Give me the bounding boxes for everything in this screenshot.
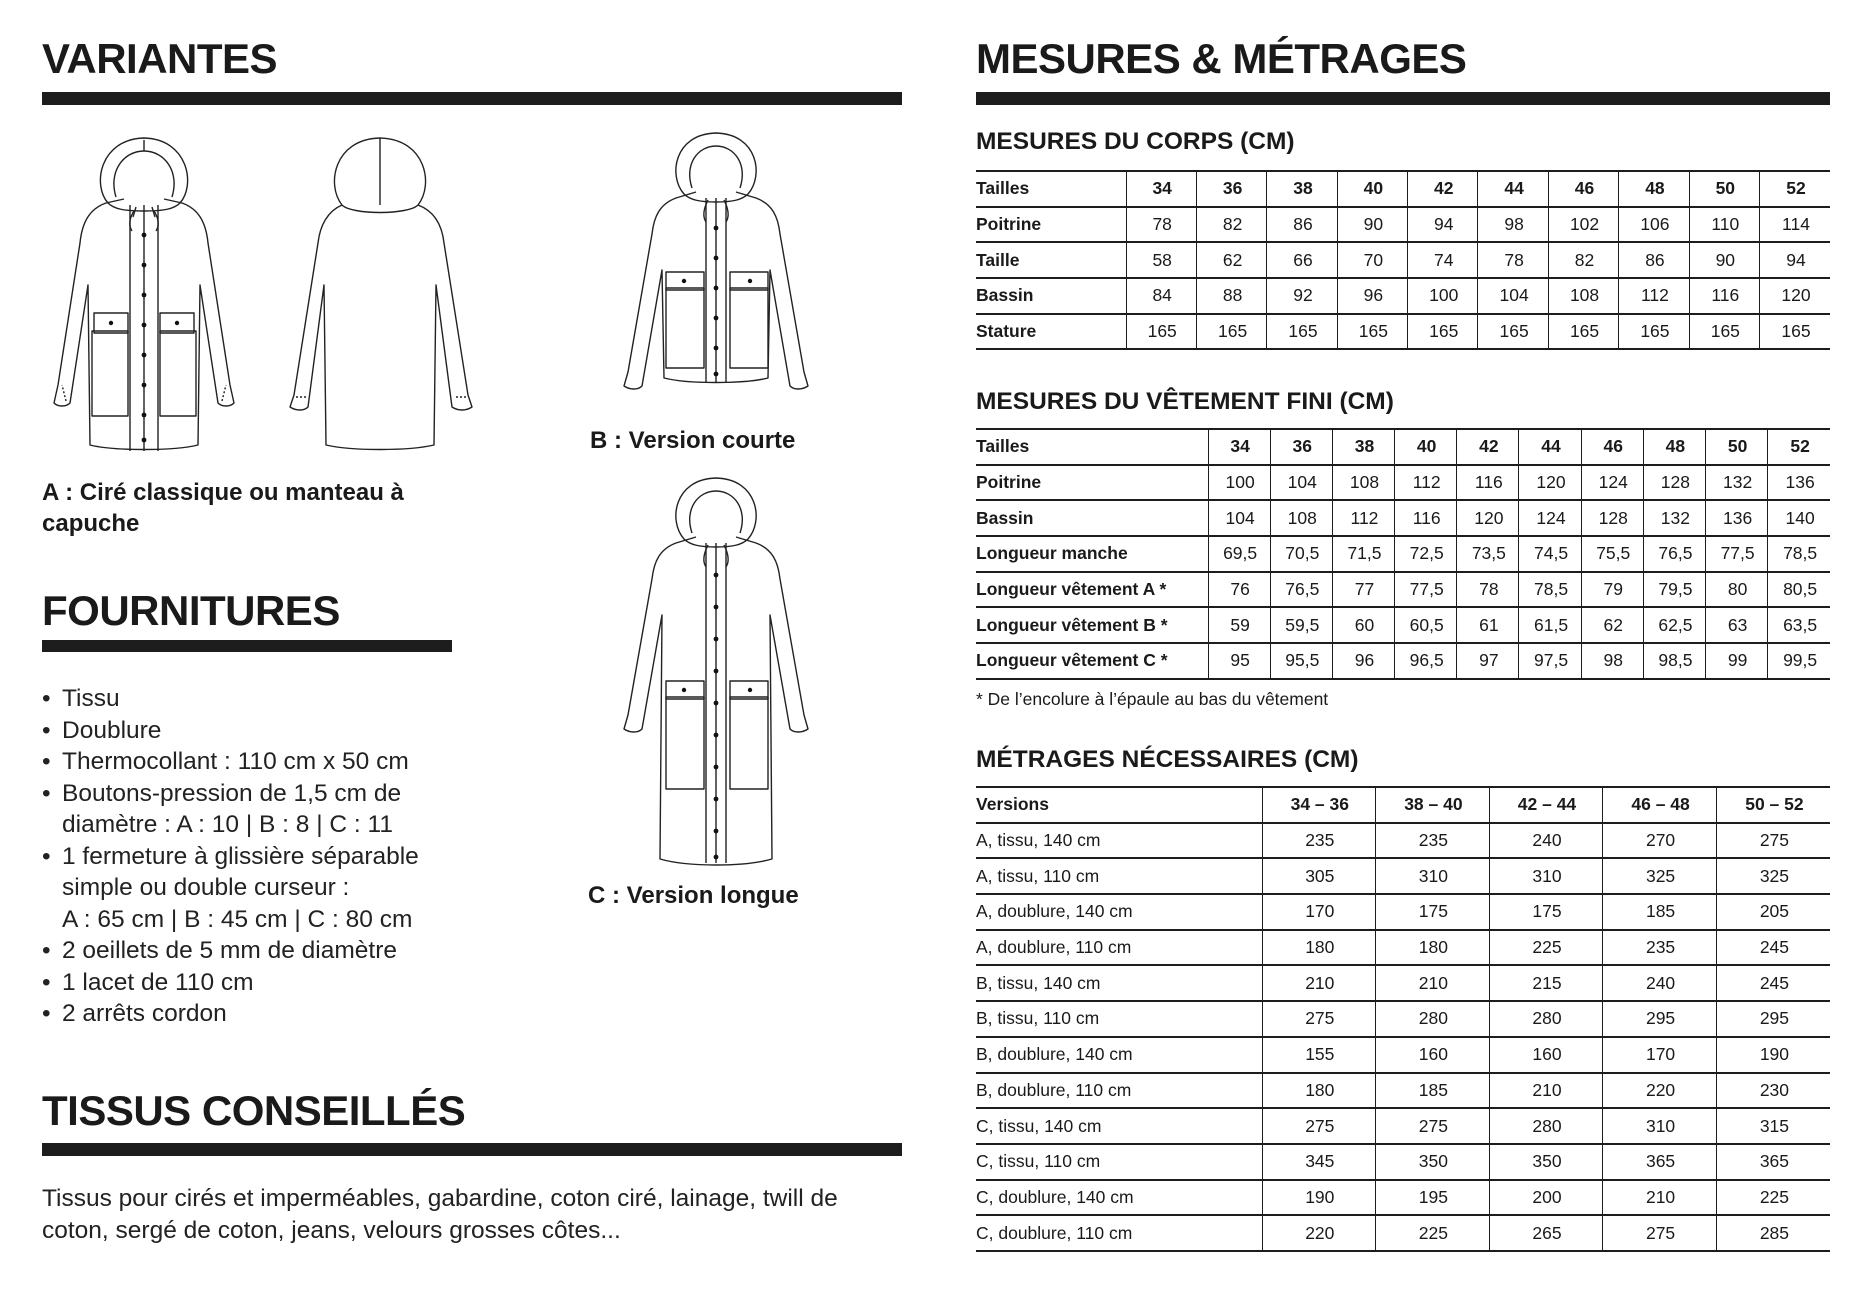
table-cell: 175 bbox=[1489, 894, 1603, 930]
header-cell: 48 bbox=[1619, 171, 1689, 207]
list-item: • 2 arrêts cordon bbox=[42, 998, 482, 1030]
table-cell: 275 bbox=[1262, 1108, 1376, 1144]
table-cell: 70,5 bbox=[1270, 536, 1332, 572]
header-cell: 34 bbox=[1126, 171, 1196, 207]
fournitures-divider bbox=[42, 640, 452, 652]
table-cell: 84 bbox=[1126, 278, 1196, 314]
header-cell: 42 bbox=[1408, 171, 1478, 207]
table-cell: 90 bbox=[1689, 242, 1759, 278]
table-cell: 350 bbox=[1376, 1144, 1490, 1180]
table-cell: 275 bbox=[1603, 1215, 1717, 1251]
table-cell: 75,5 bbox=[1581, 536, 1643, 572]
table-cell: 190 bbox=[1716, 1037, 1830, 1073]
table-row bbox=[976, 1037, 1830, 1073]
table-cell: 61,5 bbox=[1519, 607, 1581, 643]
table-cell: 80,5 bbox=[1768, 572, 1830, 608]
row-label: C, doublure, 140 cm bbox=[976, 1186, 1134, 1207]
table-cell: 128 bbox=[1643, 465, 1705, 501]
row-label: Longueur vêtement B * bbox=[976, 614, 1168, 635]
table-cell: 82 bbox=[1196, 207, 1266, 243]
row-label: B, doublure, 110 cm bbox=[976, 1079, 1132, 1100]
table-row bbox=[976, 607, 1830, 643]
row-label: B, doublure, 140 cm bbox=[976, 1044, 1133, 1065]
table-cell: 108 bbox=[1332, 465, 1394, 501]
table-cell: 94 bbox=[1408, 207, 1478, 243]
table-cell: 108 bbox=[1270, 500, 1332, 536]
table-cell: 77 bbox=[1332, 572, 1394, 608]
left-column bbox=[42, 0, 902, 1302]
table-row bbox=[976, 1180, 1830, 1216]
header-cell: 50 bbox=[1706, 429, 1768, 465]
tissus-text bbox=[42, 1183, 902, 1247]
table-row bbox=[976, 643, 1830, 679]
corps-table bbox=[976, 170, 1830, 350]
table-cell: 210 bbox=[1489, 1073, 1603, 1109]
table-row bbox=[976, 1108, 1830, 1144]
variantes-title: VARIANTES bbox=[42, 35, 278, 82]
table-cell: 94 bbox=[1760, 242, 1830, 278]
table-cell: 280 bbox=[1489, 1108, 1603, 1144]
table-cell: 280 bbox=[1376, 1001, 1490, 1037]
list-item: • Tissu bbox=[42, 683, 482, 715]
table-cell: 63,5 bbox=[1768, 607, 1830, 643]
table-cell: 128 bbox=[1581, 500, 1643, 536]
table-cell: 180 bbox=[1376, 930, 1490, 966]
table-cell: 78 bbox=[1457, 572, 1519, 608]
table-cell: 225 bbox=[1716, 1180, 1830, 1216]
table-cell: 108 bbox=[1548, 278, 1618, 314]
table-row bbox=[976, 207, 1830, 243]
header-cell: 38 bbox=[1332, 429, 1394, 465]
header-cell: 52 bbox=[1760, 171, 1830, 207]
table-cell: 58 bbox=[1126, 242, 1196, 278]
table-cell: 78,5 bbox=[1768, 536, 1830, 572]
table-cell: 73,5 bbox=[1457, 536, 1519, 572]
row-label: Bassin bbox=[976, 507, 1034, 528]
table-cell: 225 bbox=[1376, 1215, 1490, 1251]
table-cell: 365 bbox=[1603, 1144, 1717, 1180]
caption-version-a bbox=[42, 477, 482, 539]
table-cell: 120 bbox=[1519, 465, 1581, 501]
header-cell: 50 – 52 bbox=[1716, 787, 1830, 823]
table-row bbox=[976, 823, 1830, 859]
caption-version-c: C : Version longue bbox=[588, 882, 799, 909]
table-cell: 185 bbox=[1603, 894, 1717, 930]
row-label: B, tissu, 140 cm bbox=[976, 972, 1101, 993]
table-cell: 155 bbox=[1262, 1037, 1376, 1073]
table-cell: 210 bbox=[1376, 965, 1490, 1001]
table-cell: 235 bbox=[1603, 930, 1717, 966]
table-cell: 95 bbox=[1208, 643, 1270, 679]
table-cell: 170 bbox=[1603, 1037, 1717, 1073]
table-cell: 86 bbox=[1267, 207, 1337, 243]
table-cell: 230 bbox=[1716, 1073, 1830, 1109]
table-cell: 325 bbox=[1603, 858, 1717, 894]
row-label: Longueur vêtement A * bbox=[976, 579, 1167, 600]
row-label: C, tissu, 140 cm bbox=[976, 1115, 1102, 1136]
table-cell: 295 bbox=[1716, 1001, 1830, 1037]
header-cell: 40 bbox=[1395, 429, 1457, 465]
table-cell: 235 bbox=[1376, 823, 1490, 859]
table-cell: 96 bbox=[1337, 278, 1407, 314]
table-row bbox=[976, 314, 1830, 350]
table-cell: 78,5 bbox=[1519, 572, 1581, 608]
table-cell: 95,5 bbox=[1270, 643, 1332, 679]
table-cell: 116 bbox=[1457, 465, 1519, 501]
table-header-row bbox=[976, 429, 1830, 465]
row-label: A, tissu, 110 cm bbox=[976, 865, 1100, 886]
table-row bbox=[976, 930, 1830, 966]
table-cell: 305 bbox=[1262, 858, 1376, 894]
table-cell: 96,5 bbox=[1395, 643, 1457, 679]
metrages-title: MÉTRAGES NÉCESSAIRES (CM) bbox=[976, 746, 1359, 773]
coat-back-icon bbox=[282, 135, 482, 460]
table-cell: 112 bbox=[1395, 465, 1457, 501]
header-cell: 42 bbox=[1457, 429, 1519, 465]
table-cell: 140 bbox=[1768, 500, 1830, 536]
fini-footnote: * De l’encolure à l’épaule au bas du vêtement bbox=[976, 689, 1329, 709]
table-cell: 165 bbox=[1619, 314, 1689, 350]
coat-front-icon bbox=[44, 135, 259, 460]
list-item: • Doublure bbox=[42, 715, 482, 747]
table-cell: 325 bbox=[1716, 858, 1830, 894]
table-cell: 350 bbox=[1489, 1144, 1603, 1180]
table-cell: 240 bbox=[1603, 965, 1717, 1001]
table-cell: 185 bbox=[1376, 1073, 1490, 1109]
row-label: Stature bbox=[976, 321, 1037, 342]
table-cell: 60,5 bbox=[1395, 607, 1457, 643]
list-item: • 1 lacet de 110 cm bbox=[42, 967, 482, 999]
table-cell: 165 bbox=[1196, 314, 1266, 350]
list-item: • 2 oeillets de 5 mm de diamètre bbox=[42, 935, 482, 967]
row-label: Poitrine bbox=[976, 472, 1042, 493]
table-cell: 80 bbox=[1706, 572, 1768, 608]
table-cell: 112 bbox=[1619, 278, 1689, 314]
table-cell: 72,5 bbox=[1395, 536, 1457, 572]
header-cell: 46 – 48 bbox=[1603, 787, 1717, 823]
table-cell: 190 bbox=[1262, 1180, 1376, 1216]
table-cell: 220 bbox=[1603, 1073, 1717, 1109]
table-cell: 245 bbox=[1716, 965, 1830, 1001]
header-label: Versions bbox=[976, 794, 1049, 815]
header-cell: 44 bbox=[1519, 429, 1581, 465]
mesures-divider bbox=[976, 92, 1830, 105]
table-cell: 70 bbox=[1337, 242, 1407, 278]
table-cell: 265 bbox=[1489, 1215, 1603, 1251]
header-cell: 50 bbox=[1689, 171, 1759, 207]
header-cell: 46 bbox=[1548, 171, 1618, 207]
table-cell: 92 bbox=[1267, 278, 1337, 314]
table-cell: 59 bbox=[1208, 607, 1270, 643]
table-row bbox=[976, 1001, 1830, 1037]
table-cell: 82 bbox=[1548, 242, 1618, 278]
table-cell: 165 bbox=[1478, 314, 1548, 350]
fini-title: MESURES DU VÊTEMENT FINI (CM) bbox=[976, 388, 1394, 415]
table-cell: 98 bbox=[1478, 207, 1548, 243]
header-cell: 44 bbox=[1478, 171, 1548, 207]
table-cell: 345 bbox=[1262, 1144, 1376, 1180]
table-cell: 270 bbox=[1603, 823, 1717, 859]
table-cell: 69,5 bbox=[1208, 536, 1270, 572]
table-row bbox=[976, 572, 1830, 608]
variantes-divider bbox=[42, 92, 902, 105]
table-cell: 100 bbox=[1208, 465, 1270, 501]
table-row bbox=[976, 1073, 1830, 1109]
table-cell: 120 bbox=[1457, 500, 1519, 536]
list-item: • Boutons-pression de 1,5 cm de diamètre : A : 10 | B : 8 | C : 11 bbox=[42, 778, 482, 841]
table-cell: 77,5 bbox=[1395, 572, 1457, 608]
row-label: Poitrine bbox=[976, 214, 1042, 235]
table-cell: 102 bbox=[1548, 207, 1618, 243]
table-cell: 195 bbox=[1376, 1180, 1490, 1216]
row-label: C, tissu, 110 cm bbox=[976, 1151, 1101, 1172]
table-cell: 132 bbox=[1706, 465, 1768, 501]
table-cell: 275 bbox=[1376, 1108, 1490, 1144]
table-cell: 104 bbox=[1478, 278, 1548, 314]
caption-version-b: B : Version courte bbox=[590, 427, 796, 454]
table-cell: 365 bbox=[1716, 1144, 1830, 1180]
tissus-divider bbox=[42, 1143, 902, 1156]
row-label: Taille bbox=[976, 249, 1020, 270]
list-item: • 1 fermeture à glissière séparable simple ou double curseur : A : 65 cm | B : 45 cm | C : 80 cm bbox=[42, 841, 482, 936]
table-cell: 78 bbox=[1126, 207, 1196, 243]
table-cell: 66 bbox=[1267, 242, 1337, 278]
table-row bbox=[976, 965, 1830, 1001]
table-cell: 110 bbox=[1689, 207, 1759, 243]
fini-table bbox=[976, 428, 1830, 680]
table-cell: 165 bbox=[1760, 314, 1830, 350]
long-coat-icon bbox=[612, 475, 817, 870]
table-cell: 225 bbox=[1489, 930, 1603, 966]
table-cell: 96 bbox=[1332, 643, 1394, 679]
table-cell: 280 bbox=[1489, 1001, 1603, 1037]
table-cell: 62 bbox=[1196, 242, 1266, 278]
row-label: Longueur manche bbox=[976, 543, 1128, 564]
header-cell: 46 bbox=[1581, 429, 1643, 465]
table-cell: 310 bbox=[1603, 1108, 1717, 1144]
table-cell: 106 bbox=[1619, 207, 1689, 243]
table-cell: 62 bbox=[1581, 607, 1643, 643]
table-cell: 245 bbox=[1716, 930, 1830, 966]
table-row bbox=[976, 894, 1830, 930]
header-cell: 48 bbox=[1643, 429, 1705, 465]
table-cell: 165 bbox=[1689, 314, 1759, 350]
table-cell: 136 bbox=[1706, 500, 1768, 536]
table-header-row bbox=[976, 171, 1830, 207]
table-cell: 124 bbox=[1519, 500, 1581, 536]
fournitures-title: FOURNITURES bbox=[42, 587, 340, 634]
table-cell: 97 bbox=[1457, 643, 1519, 679]
table-cell: 170 bbox=[1262, 894, 1376, 930]
table-header-row bbox=[976, 787, 1830, 823]
table-cell: 120 bbox=[1760, 278, 1830, 314]
table-cell: 104 bbox=[1208, 500, 1270, 536]
table-cell: 76,5 bbox=[1643, 536, 1705, 572]
table-cell: 132 bbox=[1643, 500, 1705, 536]
table-cell: 76,5 bbox=[1270, 572, 1332, 608]
mesures-title: MESURES & MÉTRAGES bbox=[976, 35, 1467, 82]
row-label: C, doublure, 110 cm bbox=[976, 1222, 1133, 1243]
table-cell: 160 bbox=[1376, 1037, 1490, 1073]
table-cell: 114 bbox=[1760, 207, 1830, 243]
table-cell: 275 bbox=[1262, 1001, 1376, 1037]
table-cell: 220 bbox=[1262, 1215, 1376, 1251]
table-cell: 200 bbox=[1489, 1180, 1603, 1216]
table-cell: 165 bbox=[1408, 314, 1478, 350]
table-cell: 99 bbox=[1706, 643, 1768, 679]
corps-title: MESURES DU CORPS (CM) bbox=[976, 128, 1295, 155]
caption-a-line-2: capuche bbox=[42, 510, 140, 537]
row-label: Longueur vêtement C * bbox=[976, 650, 1168, 671]
table-cell: 215 bbox=[1489, 965, 1603, 1001]
table-cell: 315 bbox=[1716, 1108, 1830, 1144]
metrages-table bbox=[976, 786, 1830, 1252]
table-cell: 77,5 bbox=[1706, 536, 1768, 572]
table-cell: 165 bbox=[1267, 314, 1337, 350]
table-cell: 165 bbox=[1548, 314, 1618, 350]
table-row bbox=[976, 1215, 1830, 1251]
table-cell: 98,5 bbox=[1643, 643, 1705, 679]
header-cell: 34 – 36 bbox=[1262, 787, 1376, 823]
header-cell: 38 bbox=[1267, 171, 1337, 207]
tissus-text-line-1: Tissus pour cirés et imperméables, gabardine, coton ciré, lainage, twill de bbox=[42, 1185, 838, 1212]
table-cell: 97,5 bbox=[1519, 643, 1581, 679]
table-cell: 100 bbox=[1408, 278, 1478, 314]
table-cell: 76 bbox=[1208, 572, 1270, 608]
table-cell: 79 bbox=[1581, 572, 1643, 608]
header-label: Tailles bbox=[976, 436, 1030, 457]
list-item: • Thermocollant : 110 cm x 50 cm bbox=[42, 746, 482, 778]
tissus-title: TISSUS CONSEILLÉS bbox=[42, 1087, 466, 1134]
header-label: Tailles bbox=[976, 178, 1030, 199]
table-cell: 124 bbox=[1581, 465, 1643, 501]
row-label: A, doublure, 140 cm bbox=[976, 901, 1133, 922]
table-cell: 74,5 bbox=[1519, 536, 1581, 572]
table-cell: 60 bbox=[1332, 607, 1394, 643]
table-cell: 235 bbox=[1262, 823, 1376, 859]
table-cell: 88 bbox=[1196, 278, 1266, 314]
table-cell: 98 bbox=[1581, 643, 1643, 679]
table-cell: 62,5 bbox=[1643, 607, 1705, 643]
table-cell: 240 bbox=[1489, 823, 1603, 859]
table-cell: 295 bbox=[1603, 1001, 1717, 1037]
header-cell: 36 bbox=[1196, 171, 1266, 207]
table-cell: 136 bbox=[1768, 465, 1830, 501]
table-cell: 275 bbox=[1716, 823, 1830, 859]
table-row bbox=[976, 536, 1830, 572]
header-cell: 34 bbox=[1208, 429, 1270, 465]
header-cell: 52 bbox=[1768, 429, 1830, 465]
table-row bbox=[976, 278, 1830, 314]
table-cell: 210 bbox=[1262, 965, 1376, 1001]
row-label: A, tissu, 140 cm bbox=[976, 830, 1101, 851]
header-cell: 36 bbox=[1270, 429, 1332, 465]
table-cell: 165 bbox=[1337, 314, 1407, 350]
table-cell: 175 bbox=[1376, 894, 1490, 930]
table-cell: 90 bbox=[1337, 207, 1407, 243]
table-cell: 63 bbox=[1706, 607, 1768, 643]
short-coat-icon bbox=[612, 130, 817, 392]
table-cell: 59,5 bbox=[1270, 607, 1332, 643]
caption-a-line-1: A : Ciré classique ou manteau à bbox=[42, 479, 404, 506]
table-row bbox=[976, 242, 1830, 278]
table-cell: 116 bbox=[1689, 278, 1759, 314]
table-cell: 310 bbox=[1489, 858, 1603, 894]
table-cell: 78 bbox=[1478, 242, 1548, 278]
table-cell: 310 bbox=[1376, 858, 1490, 894]
header-cell: 40 bbox=[1337, 171, 1407, 207]
header-cell: 42 – 44 bbox=[1489, 787, 1603, 823]
right-column bbox=[976, 0, 1830, 1302]
tissus-text-line-2: coton, sergé de coton, jeans, velours grosses côtes... bbox=[42, 1217, 621, 1244]
table-row bbox=[976, 1144, 1830, 1180]
table-cell: 99,5 bbox=[1768, 643, 1830, 679]
table-cell: 180 bbox=[1262, 930, 1376, 966]
table-cell: 79,5 bbox=[1643, 572, 1705, 608]
table-cell: 61 bbox=[1457, 607, 1519, 643]
table-cell: 112 bbox=[1332, 500, 1394, 536]
row-label: B, tissu, 110 cm bbox=[976, 1008, 1100, 1029]
table-row bbox=[976, 465, 1830, 501]
table-row bbox=[976, 500, 1830, 536]
row-label: Bassin bbox=[976, 285, 1034, 306]
table-cell: 116 bbox=[1395, 500, 1457, 536]
table-row bbox=[976, 858, 1830, 894]
table-cell: 180 bbox=[1262, 1073, 1376, 1109]
table-cell: 165 bbox=[1126, 314, 1196, 350]
fournitures-list bbox=[42, 683, 482, 1030]
table-cell: 210 bbox=[1603, 1180, 1717, 1216]
table-cell: 205 bbox=[1716, 894, 1830, 930]
table-cell: 86 bbox=[1619, 242, 1689, 278]
header-cell: 38 – 40 bbox=[1376, 787, 1490, 823]
table-cell: 285 bbox=[1716, 1215, 1830, 1251]
table-cell: 71,5 bbox=[1332, 536, 1394, 572]
row-label: A, doublure, 110 cm bbox=[976, 937, 1132, 958]
table-cell: 160 bbox=[1489, 1037, 1603, 1073]
table-cell: 74 bbox=[1408, 242, 1478, 278]
table-cell: 104 bbox=[1270, 465, 1332, 501]
